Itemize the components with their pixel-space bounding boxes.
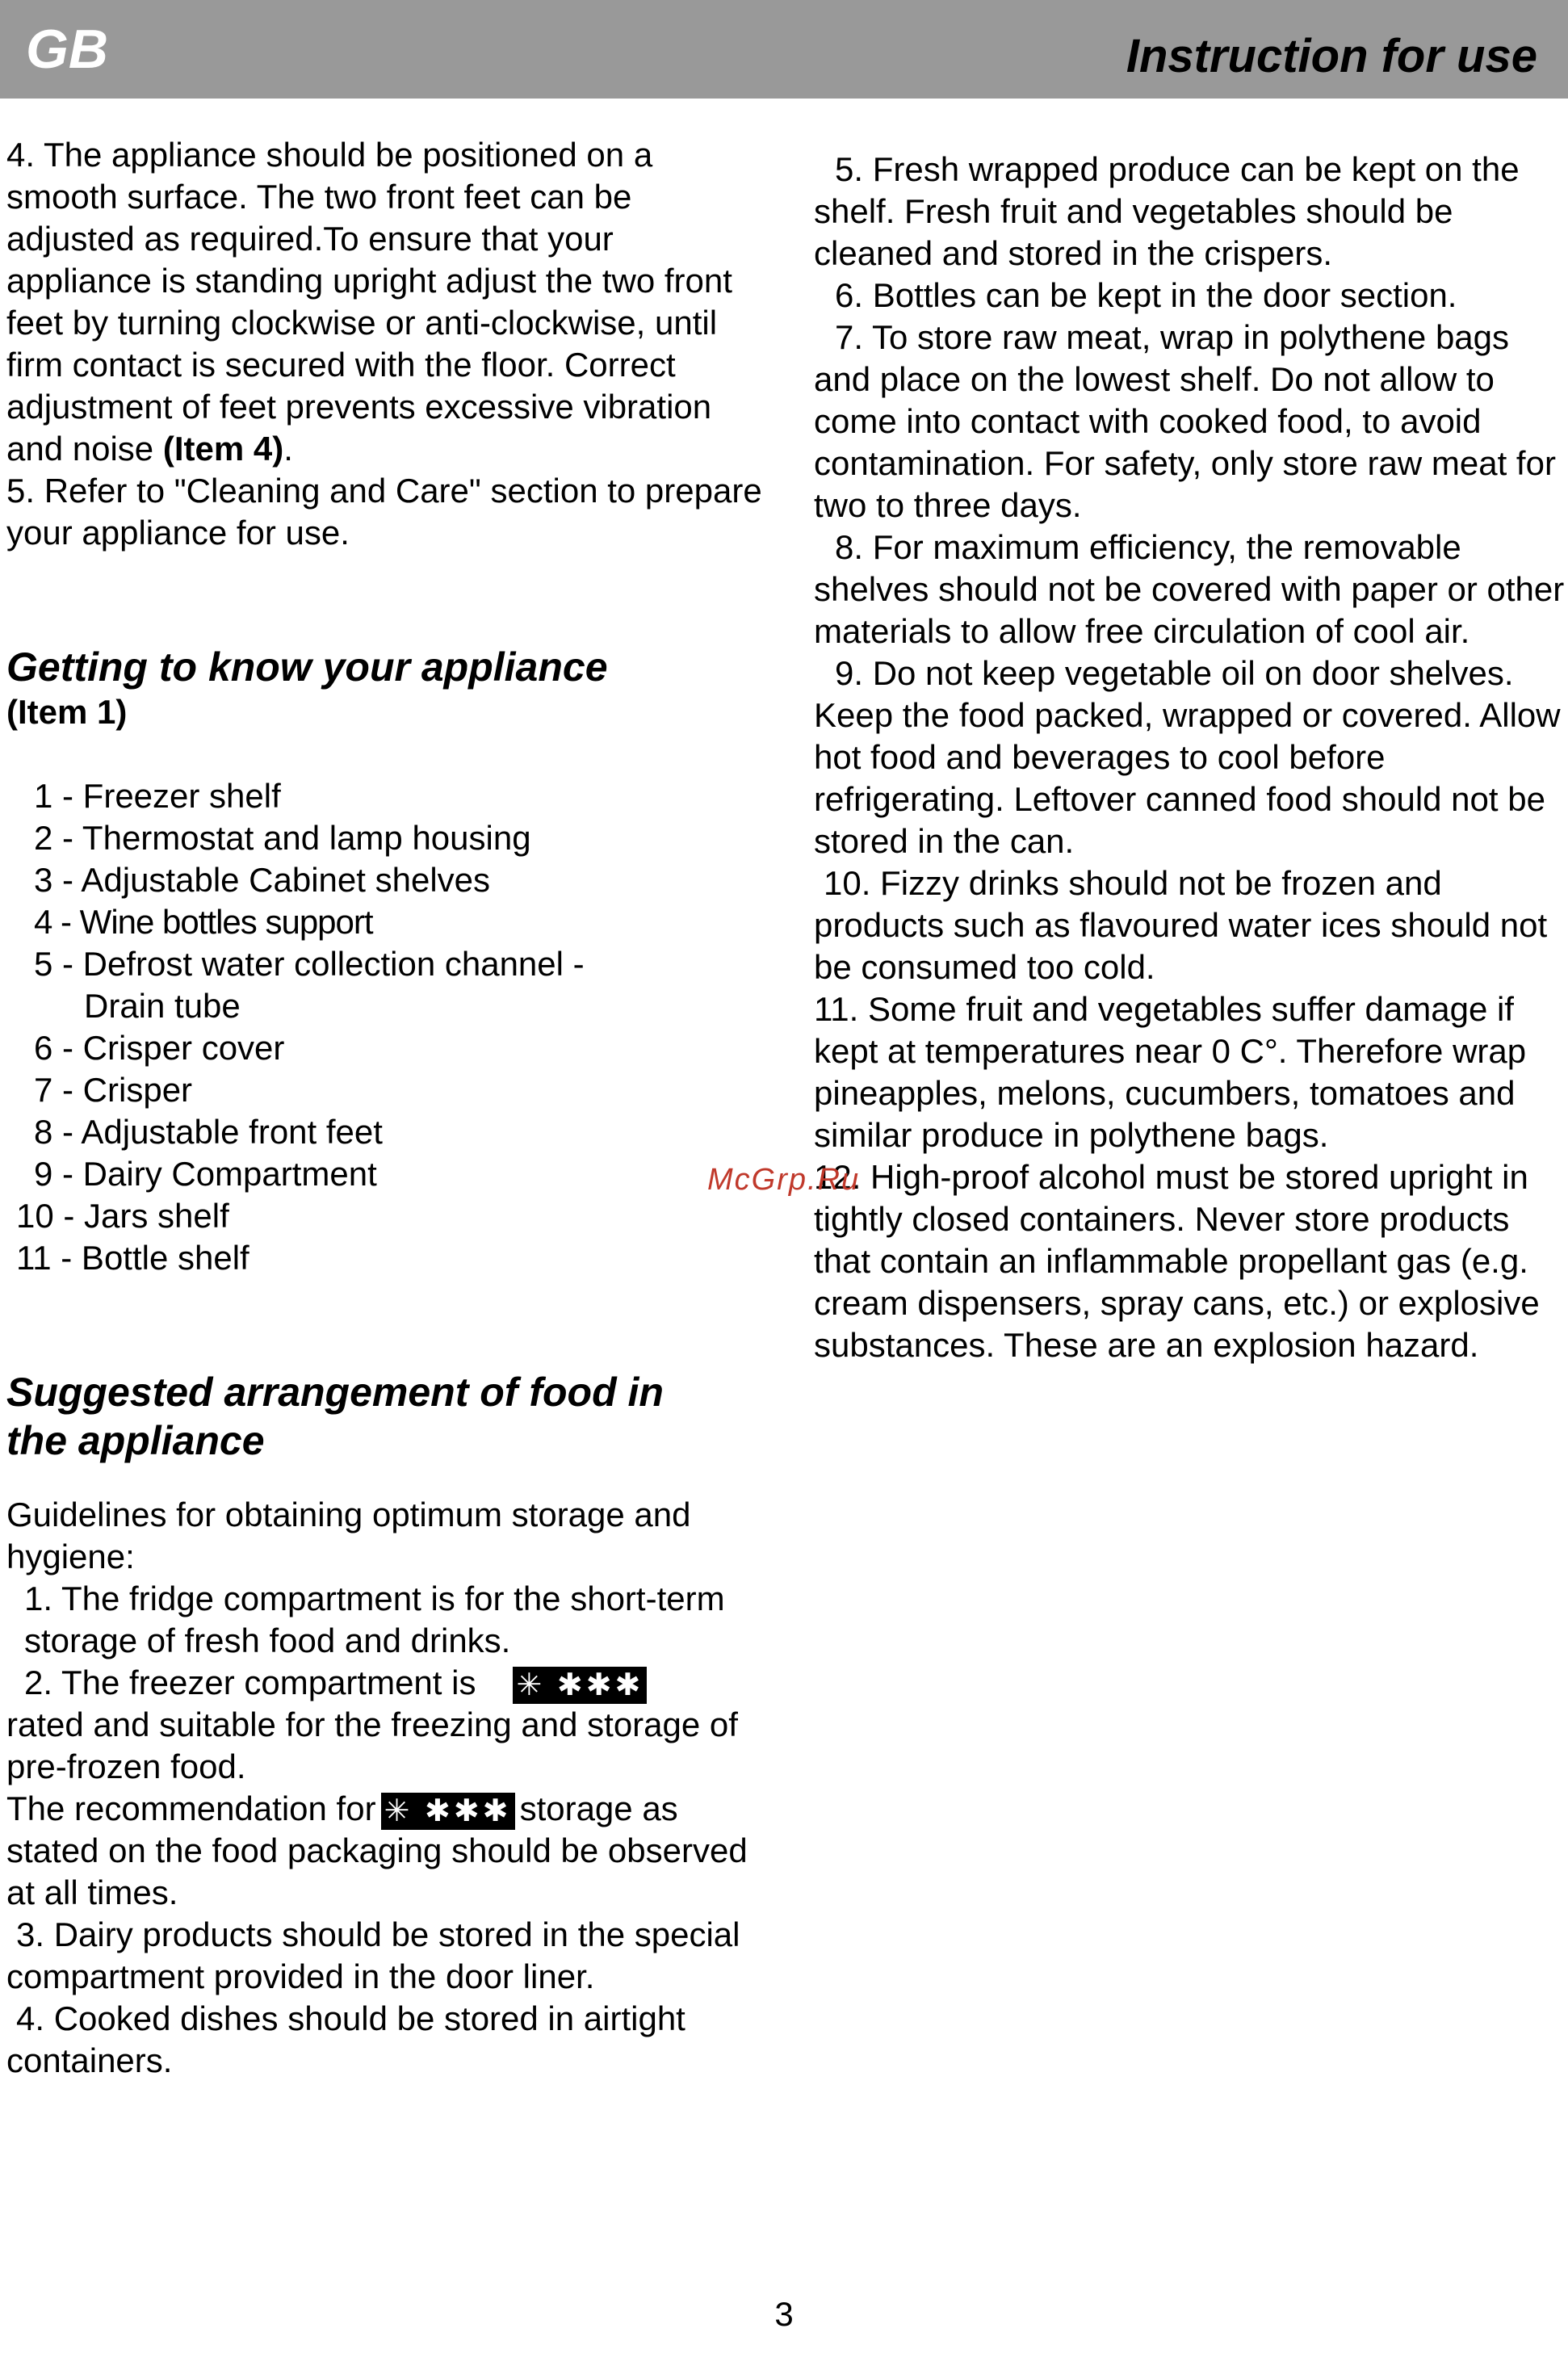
guideline-8: 8. For maximum efficiency, the removable shelves should not be covered with paper or other materials to allow free circulation of cool air. <box>814 528 1565 650</box>
paragraph-5: 5. Refer to "Cleaning and Care" section to prepare your appliance for use. <box>6 472 762 552</box>
guideline-2-rest: rated and suitable for the freezing and storage of pre-frozen food. <box>6 1705 738 1785</box>
guideline-3: 3. Dairy products should be stored in the special compartment provided in the door liner. <box>6 1915 740 1995</box>
guideline-11: 11. Some fruit and vegetables suffer damage if kept at temperatures near 0 C°. Therefore wrap pineapples, melons, cucumbers, tomatoes and similar produce in polythene bags. <box>814 990 1527 1154</box>
language-code: GB <box>26 19 108 80</box>
list-item: 1 - Freezer shelf <box>34 777 281 815</box>
getting-to-know-heading: Getting to know your appliance <box>6 644 608 690</box>
guideline-1: 1. The fridge compartment is for the short-term storage of fresh food and drinks. <box>24 1580 725 1659</box>
watermark: McGrp.Ru <box>707 1163 861 1197</box>
parts-list <box>6 775 765 1279</box>
guideline-4: 4. Cooked dishes should be stored in airtight containers. <box>6 1999 685 2079</box>
guideline-9: 9. Do not keep vegetable oil on door shelves. Keep the food packed, wrapped or covered. Allow hot food and beverages to cool before refrigerating. Leftover canned food should not be stored in the can. <box>814 654 1561 860</box>
item-4-reference: (Item 4) <box>162 430 284 468</box>
guideline-7: 7. To store raw meat, wrap in polythene bags and place on the lowest shelf. Do not allow to come into contact with cooked food, to avoid contamination. For safety, only store raw meat for two to three days. <box>814 318 1556 524</box>
paragraph-4 <box>6 134 765 470</box>
recommendation-start: The recommendation for <box>6 1789 376 1827</box>
guideline-12: 12. High-proof alcohol must be stored upright in tightly closed containers. Never store products that contain an inflammable propellant gas (e.g. cream dispensers, spray cans, etc.) or explosive substances. These are an explosion hazard. <box>814 1158 1540 1364</box>
paragraph-4-text: 4. The appliance should be positioned on a smooth surface. The two front feet can be adjusted as required.To ensure that your appliance is standing upright adjust the two front feet by turning clockwise or anti-clockwise, until firm contact is secured with the floor. Correct adjustment of feet prevents excessive vibration and noise <box>6 136 732 468</box>
suggested-heading-line-1: Suggested arrangement of food in <box>6 1370 664 1415</box>
guideline-2-recommendation <box>6 1788 765 1914</box>
list-item: 9 - Dairy Compartment <box>34 1155 377 1193</box>
page-header <box>0 0 1568 99</box>
freezer-star-rating-icon: ✳ ✱✱✱ <box>513 1667 647 1704</box>
header-title: Instruction for use <box>1126 30 1537 82</box>
freezer-star-rating-icon: ✳ ✱✱✱ <box>381 1793 515 1830</box>
guideline-2-start: 2. The freezer compartment is <box>24 1663 476 1701</box>
guideline-2 <box>6 1662 765 1788</box>
suggested-arrangement-heading <box>6 1368 765 1465</box>
list-item: 4 - Wine bottles support <box>34 903 373 941</box>
recommendation-rest: storage as stated on the food packaging should be observed at all times. <box>6 1789 748 1911</box>
page-number: 3 <box>774 2295 794 2333</box>
list-item: Drain tube <box>84 987 241 1025</box>
list-item: 5 - Defrost water collection channel - <box>34 945 585 983</box>
left-column <box>6 134 765 2082</box>
list-item: 7 - Crisper <box>34 1071 193 1109</box>
list-item: 6 - Crisper cover <box>34 1029 285 1067</box>
list-item: 2 - Thermostat and lamp housing <box>34 819 531 857</box>
getting-to-know-subheading: (Item 1) <box>6 693 128 731</box>
list-item: 11 - Bottle shelf <box>16 1239 249 1277</box>
right-column <box>814 149 1565 1366</box>
guideline-5: 5. Fresh wrapped produce can be kept on the shelf. Fresh fruit and vegetables should be cleaned and stored in the crispers. <box>814 150 1520 272</box>
paragraph-4-end: . <box>283 430 293 468</box>
list-item: 8 - Adjustable front feet <box>34 1113 383 1151</box>
list-item: 3 - Adjustable Cabinet shelves <box>34 861 491 899</box>
guideline-6: 6. Bottles can be kept in the door section. <box>835 276 1457 314</box>
guideline-10: 10. Fizzy drinks should not be frozen and products such as flavoured water ices should not be consumed too cold. <box>814 864 1548 986</box>
guidelines-intro: Guidelines for obtaining optimum storage and hygiene: <box>6 1496 691 1575</box>
list-item: 10 - Jars shelf <box>16 1197 229 1235</box>
suggested-heading-line-2: the appliance <box>6 1418 265 1463</box>
